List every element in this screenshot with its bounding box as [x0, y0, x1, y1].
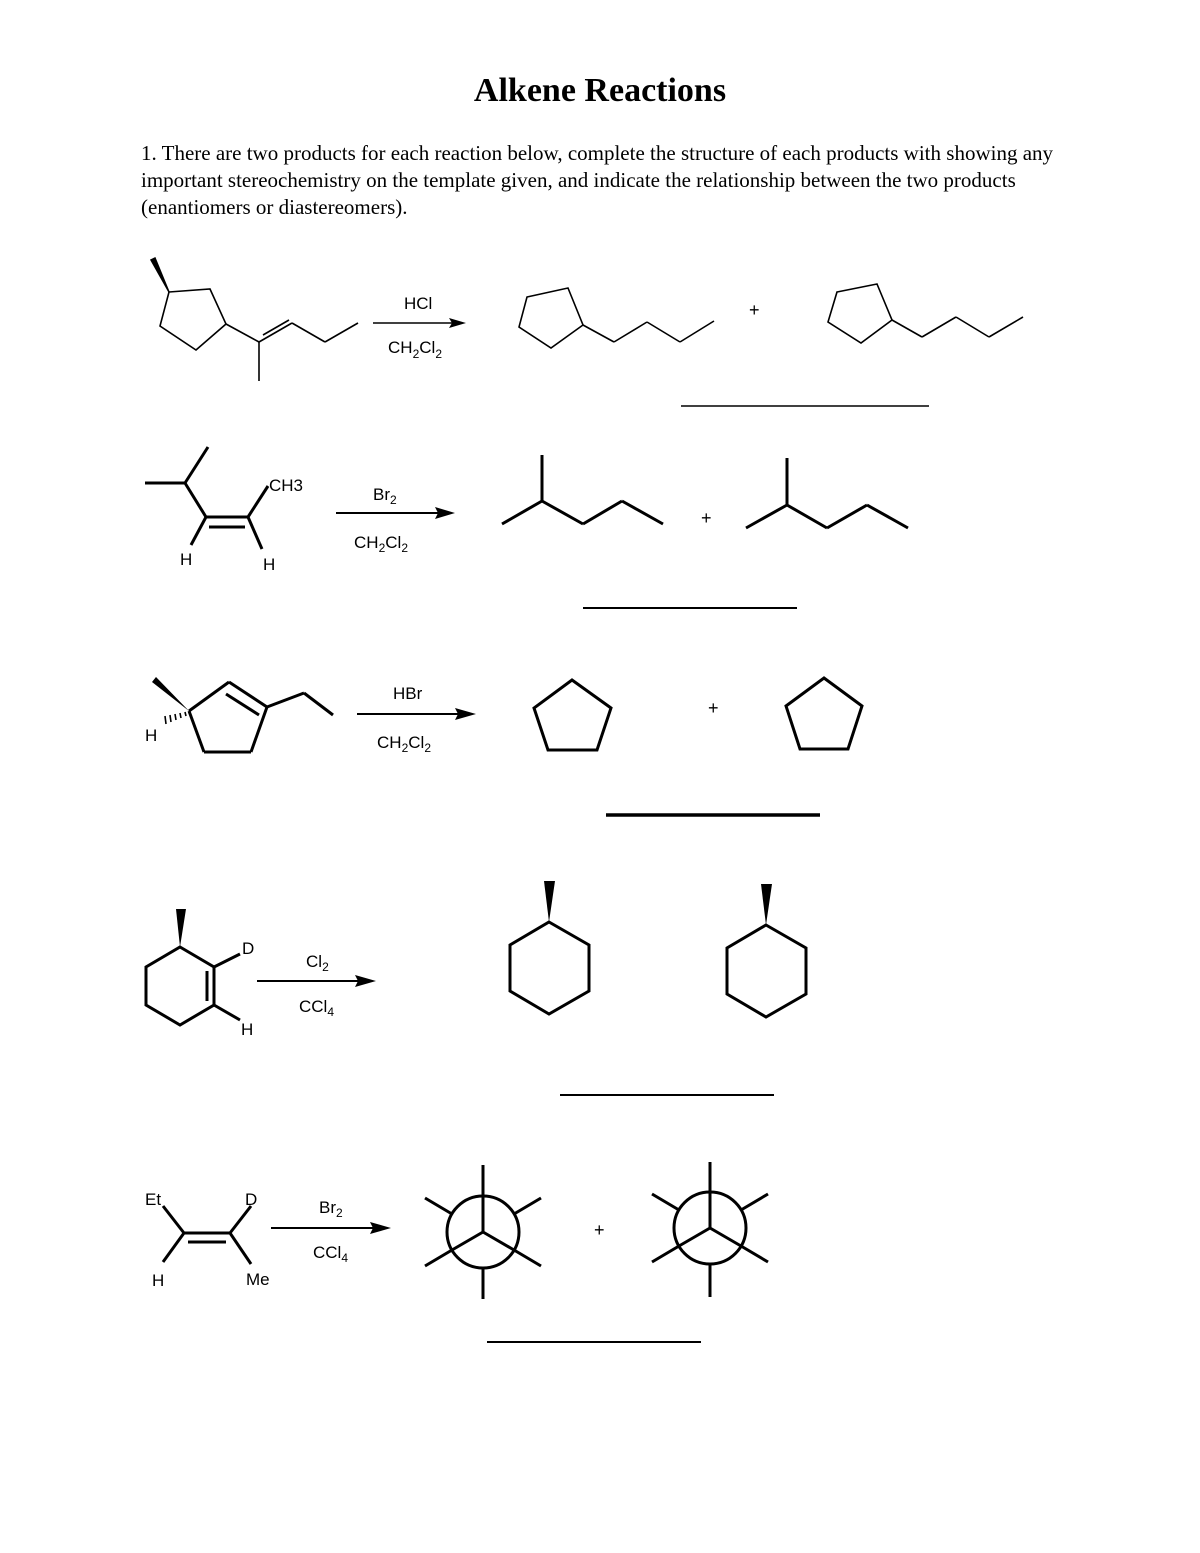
reagent-label-4: $Cl_2$ — [306, 952, 329, 974]
plus-sign-3: + — [708, 698, 719, 718]
reaction-5 — [145, 1162, 768, 1342]
plus-sign-1: + — [749, 300, 760, 320]
atom-label-et: Et — [145, 1190, 162, 1209]
product-template-4a — [510, 881, 589, 1014]
page-title: Alkene Reactions — [473, 72, 727, 109]
atom-label-d: D — [242, 939, 255, 958]
reaction-arrow-5 — [271, 1222, 391, 1234]
reaction-arrow-3 — [357, 708, 476, 720]
product-template-1b — [828, 284, 1023, 343]
reactant-4 — [146, 947, 240, 1025]
atom-label-h: H — [145, 726, 158, 745]
product-template-3b — [786, 678, 862, 749]
reagent-label-1: HCl — [404, 294, 433, 313]
product-template-4b — [727, 884, 806, 1017]
newman-template-5a — [425, 1165, 541, 1299]
reactant-1 — [151, 258, 358, 381]
product-template-2a — [502, 455, 663, 524]
plus-sign-5: + — [594, 1220, 605, 1240]
atom-label-h-right: H — [263, 555, 276, 574]
wedge-bond — [152, 677, 189, 711]
atom-label-h-left: H — [180, 550, 193, 569]
reactant-2 — [145, 447, 268, 549]
atom-label-h: H — [241, 1020, 254, 1039]
atom-label-d: D — [245, 1190, 258, 1209]
reaction-4 — [146, 881, 806, 1095]
atom-label-me: Me — [246, 1270, 270, 1289]
reaction-arrow-1 — [373, 318, 466, 328]
solvent-label-3: $CH_2Cl_2$ — [377, 733, 431, 755]
question-text: 1. There are two products for each reaction below, complete the structure of each products with showing any important stereochemistry on the template given, and indicate the relationship between the two products (enantiomers or diastereomers). — [141, 141, 1054, 219]
plus-sign-2: + — [701, 508, 712, 528]
wedge-bond — [176, 909, 186, 947]
product-template-2b — [746, 458, 908, 528]
atom-label-h: H — [152, 1271, 165, 1290]
reaction-3 — [145, 677, 862, 815]
solvent-label-2: $CH_2Cl_2$ — [354, 533, 408, 555]
atom-label-ch3: CH3 — [269, 476, 304, 495]
reaction-1 — [151, 258, 1023, 406]
reaction-arrow-2 — [336, 507, 455, 519]
reaction-arrow-4 — [257, 975, 376, 987]
newman-template-5b — [652, 1162, 768, 1297]
reactant-5 — [163, 1206, 251, 1264]
hash-bond — [165, 712, 186, 724]
reaction-2 — [145, 447, 908, 608]
solvent-label-5: CCl$_4$ — [313, 1243, 349, 1265]
solvent-label-1: $CH_2Cl_2$ — [388, 338, 442, 361]
product-template-1a — [519, 288, 714, 348]
solvent-label-4: CCl$_4$ — [299, 997, 335, 1019]
reactant-3 — [189, 682, 333, 752]
reagent-label-2: $Br_2$ — [373, 485, 397, 507]
reagent-label-3: HBr — [393, 684, 423, 703]
reagent-label-5: $Br_2$ — [319, 1198, 343, 1220]
product-template-3a — [534, 680, 611, 750]
